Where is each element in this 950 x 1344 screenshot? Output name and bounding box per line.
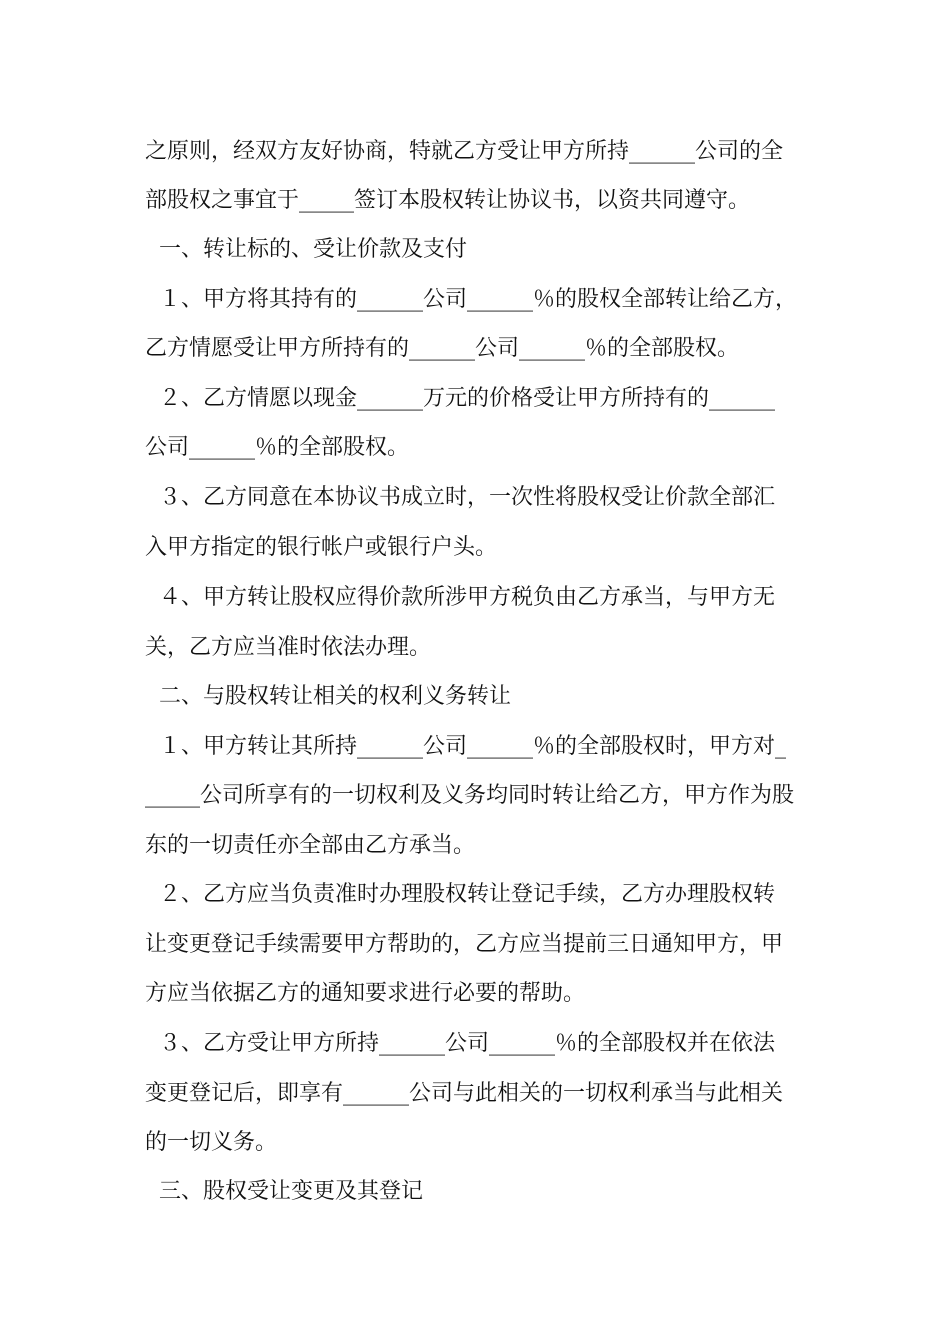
text-line: 的一切义务。 bbox=[145, 1130, 278, 1155]
text-line: ３、乙方受让甲方所持______公司______％的全部股权并在依法 bbox=[145, 1031, 775, 1056]
text-line: ２、乙方应当负责准时办理股权转让登记手续，乙方办理股权转 bbox=[145, 882, 775, 907]
section-heading: 二、与股权转让相关的权利义务转让 bbox=[145, 684, 511, 709]
section-heading: 一、转让标的、受让价款及支付 bbox=[145, 237, 467, 262]
text-line: １、甲方转让其所持______公司______％的全部股权时，甲方对_ bbox=[145, 734, 786, 759]
text-line: 关，乙方应当准时依法办理。 bbox=[145, 635, 432, 660]
text-line: _____公司所享有的一切权利及义务均同时转让给乙方，甲方作为股 bbox=[145, 783, 795, 808]
text-line: 入甲方指定的银行帐户或银行户头。 bbox=[145, 535, 498, 560]
text-line: １、甲方将其持有的______公司______％的股权全部转让给乙方， bbox=[145, 287, 797, 312]
text-line: ４、甲方转让股权应得价款所涉甲方税负由乙方承当，与甲方无 bbox=[145, 585, 775, 610]
section-heading: 三、股权受让变更及其登记 bbox=[145, 1179, 423, 1204]
text-line: 部股权之事宜于_____签订本股权转让协议书，以资共同遵守。 bbox=[145, 188, 751, 213]
text-line: ２、乙方情愿以现金______万元的价格受让甲方所持有的______ bbox=[145, 386, 775, 411]
text-line: 让变更登记手续需要甲方帮助的，乙方应当提前三日通知甲方，甲 bbox=[145, 932, 784, 957]
text-line: 方应当依据乙方的通知要求进行必要的帮助。 bbox=[145, 981, 586, 1006]
text-line: 之原则，经双方友好协商，特就乙方受让甲方所持______公司的全 bbox=[145, 139, 784, 164]
text-line: 变更登记后，即享有______公司与此相关的一切权利承当与此相关 bbox=[145, 1081, 784, 1106]
text-line: ３、乙方同意在本协议书成立时，一次性将股权受让价款全部汇 bbox=[145, 485, 775, 510]
text-line: 公司______％的全部股权。 bbox=[145, 435, 410, 460]
text-line: 东的一切责任亦全部由乙方承当。 bbox=[145, 833, 476, 858]
text-line: 乙方情愿受让甲方所持有的______公司______％的全部股权。 bbox=[145, 336, 740, 361]
